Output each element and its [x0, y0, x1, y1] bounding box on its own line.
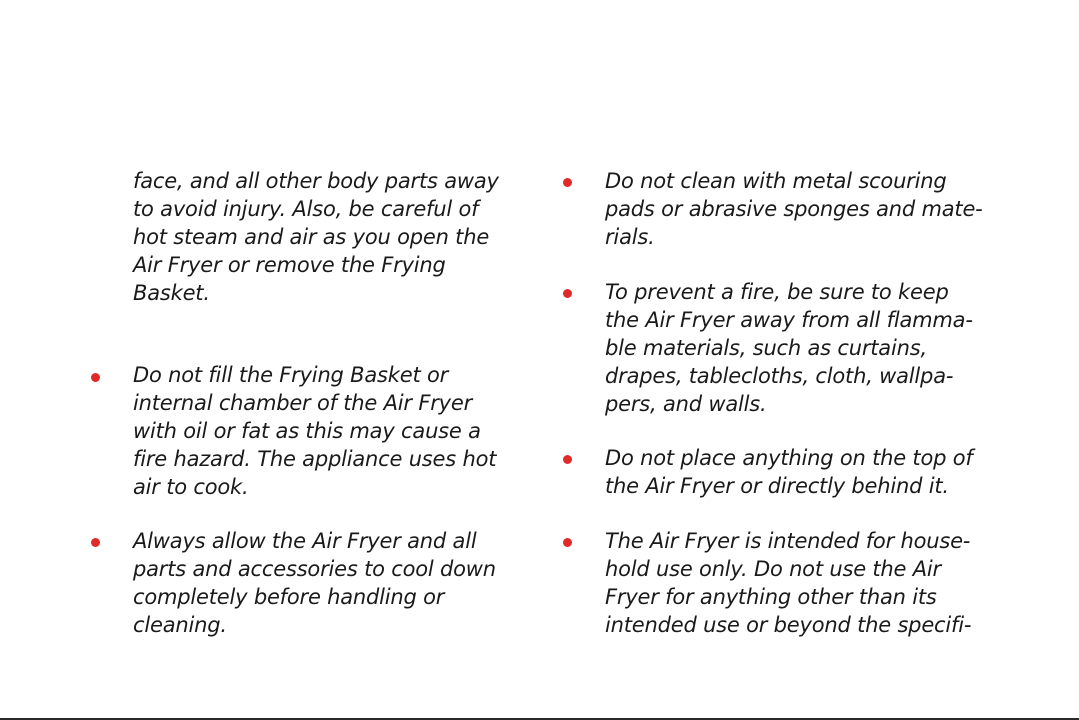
text-line: with oil or fat as this may cause a [133, 419, 481, 443]
text-line: hold use only. Do not use the Air [605, 557, 941, 581]
bullet-dot-icon [563, 289, 572, 298]
text-line: ble materials, such as curtains, [605, 336, 927, 360]
text-line: hot steam and air as you open the [133, 225, 490, 249]
text-line: completely before handling or [133, 585, 445, 609]
text-line: To prevent a fire, be sure to keep [605, 280, 949, 304]
bullet-dot-icon [563, 178, 572, 187]
text-line: face, and all other body parts away [133, 169, 499, 193]
text-line: Do not place anything on the top of [605, 446, 973, 470]
text-line: pers, and walls. [605, 392, 767, 416]
text-line: parts and accessories to cool down [133, 557, 496, 581]
text-line: internal chamber of the Air Fryer [133, 391, 473, 415]
text-line: pads or abrasive sponges and mate- [605, 197, 983, 221]
text-line: Always allow the Air Fryer and all [133, 529, 477, 553]
right-item-household-use [605, 527, 971, 639]
bullet-dot-icon [563, 538, 572, 547]
left-item-oil-warning [133, 361, 496, 501]
text-line: The Air Fryer is intended for house- [605, 529, 971, 553]
text-line: Air Fryer or remove the Frying [133, 253, 446, 277]
right-item-placement [605, 444, 973, 500]
text-line: cleaning. [133, 613, 227, 637]
text-line: the Air Fryer or directly behind it. [605, 474, 949, 498]
left-item-cool-down [133, 527, 496, 639]
text-line: the Air Fryer away from all flamma- [605, 308, 973, 332]
text-line: Basket. [133, 281, 210, 305]
text-line: Do not fill the Frying Basket or [133, 363, 449, 387]
left-paragraph-continuation [133, 167, 499, 307]
text-line: air to cook. [133, 475, 249, 499]
right-item-cleaning [605, 167, 983, 251]
text-line: to avoid injury. Also, be careful of [133, 197, 479, 221]
text-line: fire hazard. The appliance uses hot [133, 447, 497, 471]
text-line: drapes, tablecloths, cloth, wallpa- [605, 364, 954, 388]
bullet-dot-icon [91, 373, 100, 382]
bullet-dot-icon [563, 455, 572, 464]
bullet-dot-icon [91, 538, 100, 547]
text-line: intended use or beyond the specifi- [605, 613, 972, 637]
text-line: Do not clean with metal scouring [605, 169, 947, 193]
text-line: rials. [605, 225, 655, 249]
right-item-fire-prevention [605, 278, 973, 418]
text-line: Fryer for anything other than its [605, 585, 937, 609]
